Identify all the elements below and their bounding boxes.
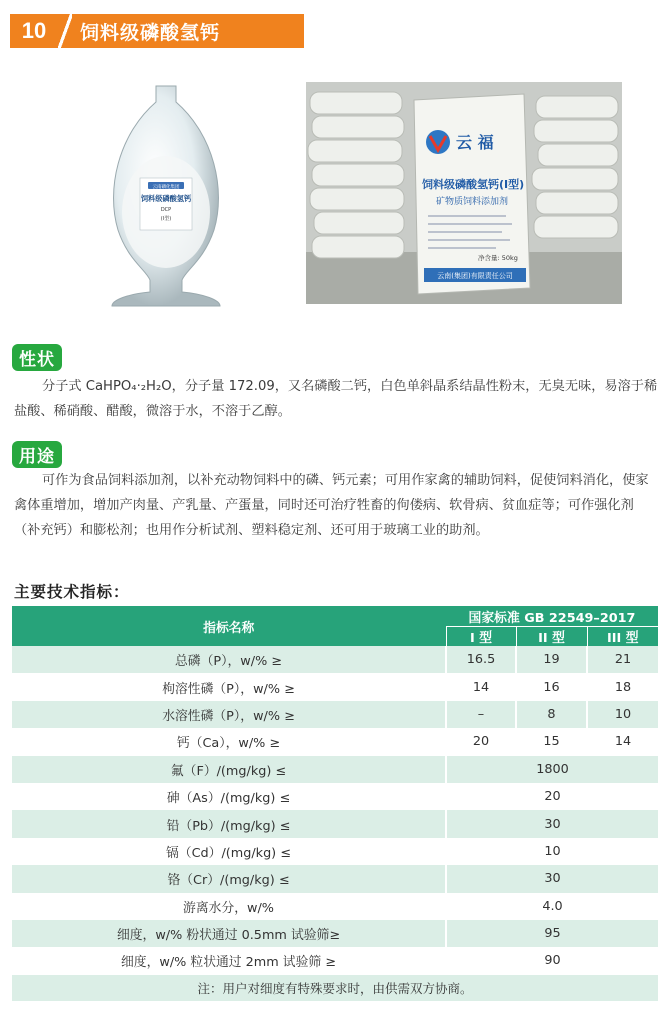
table-note-row (12, 975, 658, 1001)
bag-brand: 云 福 (456, 133, 494, 152)
row-value: 16.5 (446, 646, 516, 673)
table-row (12, 701, 658, 728)
row-name: 枸溶性磷（P），w/% ≥ (12, 673, 446, 700)
sample-bottle-photo (104, 80, 228, 312)
row-name: 游离水分，w/% (12, 893, 446, 920)
bottle-name: 饲料级磷酸氢钙 (140, 194, 192, 203)
table-row (12, 756, 658, 783)
row-value: 14 (587, 728, 658, 755)
row-name: 铅（Pb）/(mg/kg) ≤ (12, 810, 446, 837)
row-value: 19 (516, 646, 587, 673)
uses-text-block (14, 468, 658, 543)
row-name: 水溶性磷（P），w/% ≥ (12, 701, 446, 728)
uses-text: 可作为食品饲料添加剂，以补充动物饲料中的磷、钙元素；可用作家禽的辅助饲料，促使饲料消化，使家禽体重增加，增加产肉量、产乳量、产蛋量，同时还可治疗牲畜的佝偻病、软骨病、贫血症等；可作强化剂（补充钙）和膨松剂；也用作分析试剂、塑料稳定剂、还可用于玻璃工业的助剂。 (14, 473, 649, 538)
bottle-badge: 云南磷化集团 (152, 184, 180, 190)
header-type-1: I 型 (446, 627, 516, 647)
table-row (12, 810, 658, 837)
spec-table-title: 主要技术指标： (14, 583, 130, 601)
properties-tag: 性状 (12, 344, 62, 371)
table-row (12, 783, 658, 810)
row-name: 总磷（P），w/% ≥ (12, 646, 446, 673)
row-name: 氟（F）/(mg/kg) ≤ (12, 756, 446, 783)
properties-text: 分子式 CaHPO₄·₂H₂O，分子量 172.09，又名磷酸二钙，白色单斜晶系结晶性粉末，无臭无味，易溶于稀盐酸、稀硝酸、醋酸，微溶于水，不溶于乙醇。 (14, 379, 658, 419)
table-row (12, 947, 658, 974)
row-value: 1800 (446, 756, 658, 783)
row-value: 10 (446, 838, 658, 865)
section-number: 10 (10, 14, 58, 48)
table-row (12, 728, 658, 755)
spec-table (12, 606, 658, 1001)
row-value: 15 (516, 728, 587, 755)
bag-company: 云南(集团)有限责任公司 (437, 272, 513, 280)
header-type-3: III 型 (587, 627, 658, 647)
row-value: 14 (446, 673, 516, 700)
table-row (12, 920, 658, 947)
row-value: 16 (516, 673, 587, 700)
uses-tag: 用途 (12, 441, 62, 468)
properties-text-block (14, 374, 658, 424)
row-value: 95 (446, 920, 658, 947)
row-value: 30 (446, 810, 658, 837)
table-note: 注：用户对细度有特殊要求时，由供需双方协商。 (12, 975, 658, 1001)
row-value: 20 (446, 728, 516, 755)
header-type-2: II 型 (516, 627, 587, 647)
table-row (12, 893, 658, 920)
bottle-grade: (I型) (160, 216, 172, 222)
bottle-code: DCP (160, 207, 172, 213)
row-value: 21 (587, 646, 658, 673)
bag-weight: 净含量: 50kg (478, 254, 518, 262)
row-value: 4.0 (446, 893, 658, 920)
row-name: 镉（Cd）/(mg/kg) ≤ (12, 838, 446, 865)
row-value: – (446, 701, 516, 728)
row-value: 18 (587, 673, 658, 700)
bag-stack-photo (306, 82, 622, 304)
row-name: 细度，w/% 粉状通过 0.5mm 试验筛≥ (12, 920, 446, 947)
row-value: 8 (516, 701, 587, 728)
bag-stack-illustration (306, 82, 622, 304)
row-name: 细度，w/% 粒状通过 2mm 试验筛 ≥ (12, 947, 446, 974)
table-row (12, 838, 658, 865)
table-row (12, 865, 658, 892)
row-name: 铬（Cr）/(mg/kg) ≤ (12, 865, 446, 892)
row-value: 30 (446, 865, 658, 892)
table-row (12, 673, 658, 700)
row-value: 90 (446, 947, 658, 974)
row-name: 砷（As）/(mg/kg) ≤ (12, 783, 446, 810)
table-row (12, 646, 658, 673)
row-value: 10 (587, 701, 658, 728)
header-standard: 国家标准 GB 22549–2017 (446, 606, 658, 627)
header-slash (58, 14, 72, 48)
bag-type: 矿物质饲料添加剂 (436, 197, 509, 207)
bag-product-name: 饲料级磷酸氢钙(I型) (422, 178, 525, 191)
header-indicator-name: 指标名称 (12, 606, 446, 646)
section-title: 饲料级磷酸氢钙 (72, 14, 304, 48)
row-value: 20 (446, 783, 658, 810)
row-name: 钙（Ca），w/% ≥ (12, 728, 446, 755)
section-header (10, 14, 304, 48)
